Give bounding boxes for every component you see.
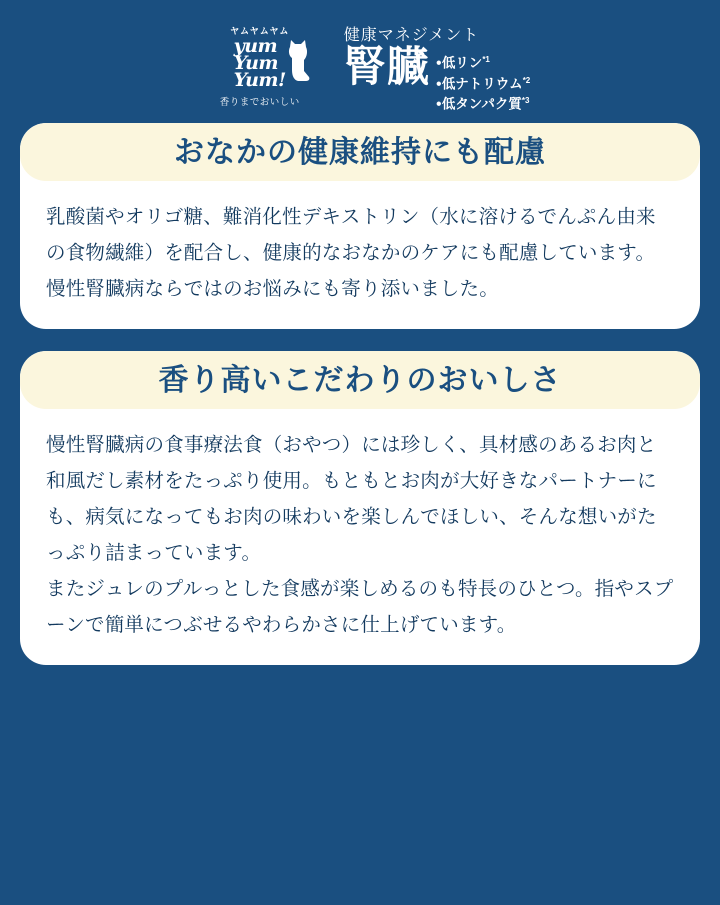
header-bullet-item — [436, 72, 530, 93]
bullet-dot-icon: ● — [435, 98, 442, 110]
logo-word-line-1: yum — [233, 35, 278, 57]
logo-word-line-3: Yum! — [233, 69, 286, 91]
brand-logo — [190, 18, 330, 108]
bullet-dot-icon: ● — [435, 57, 442, 69]
bullet-note: *2 — [522, 75, 531, 85]
section-paragraph: 慢性腎臓病の食事療法食（おやつ）には珍しく、具材感のあるお肉と和風だし素材をたっぷり使用。もともとお肉が大好きなパートナーにも、病気になってもお肉の味わいを楽しんでほしい、そんな想いがたっぷり詰まっています。 — [46, 433, 657, 564]
section-card-gut-health — [20, 123, 700, 329]
bullet-note: *3 — [521, 96, 530, 105]
section-heading: 香り高いこだわりのおいしさ — [158, 363, 562, 397]
section-heading: おなかの健康維持にも配慮 — [174, 135, 546, 169]
logo-wordmark — [233, 35, 286, 91]
header-subtitle: 健康マネジメント — [343, 27, 480, 44]
section-paragraph: 乳酸菌やオリゴ糖、難消化性デキストリン（水に溶けるでんぷん由来の食物繊維）を配合し、健康的なおなかのケアにも配慮しています。慢性腎臓病ならではのお悩みにも寄り添いました。 — [46, 205, 656, 300]
header-bullet-item — [436, 92, 530, 113]
page-title: 腎臓 — [343, 43, 430, 90]
bullet-text: 低リン — [441, 55, 483, 71]
logo-tagline: 香りまでおいしい — [219, 97, 300, 108]
section-header-band — [20, 351, 700, 409]
section-header-band — [20, 123, 700, 181]
header-title-block — [344, 18, 531, 113]
bullet-note: *1 — [482, 55, 490, 64]
header-bullet-item — [436, 51, 530, 72]
section-body — [20, 409, 700, 665]
section-card-aroma-taste — [20, 351, 700, 665]
header-bullet-list — [436, 45, 530, 113]
section-body — [20, 181, 700, 329]
dog-silhouette-icon — [286, 40, 312, 82]
section-paragraph: またジュレのプルっとした食感が楽しめるのも特長のひとつ。指やスプーンで簡単につぶせるやわらかさに仕上げています。 — [46, 577, 674, 636]
bullet-text: 低タンパク質 — [441, 96, 522, 112]
page-header — [0, 0, 720, 123]
header-title-row — [344, 45, 531, 113]
logo-mark — [233, 35, 286, 91]
bullet-text: 低ナトリウム — [441, 76, 523, 91]
logo-word-line-2: Yum — [233, 52, 278, 74]
logo-ribbon-text: ヤムヤムヤム — [230, 26, 290, 36]
bullet-dot-icon: ● — [435, 78, 442, 89]
